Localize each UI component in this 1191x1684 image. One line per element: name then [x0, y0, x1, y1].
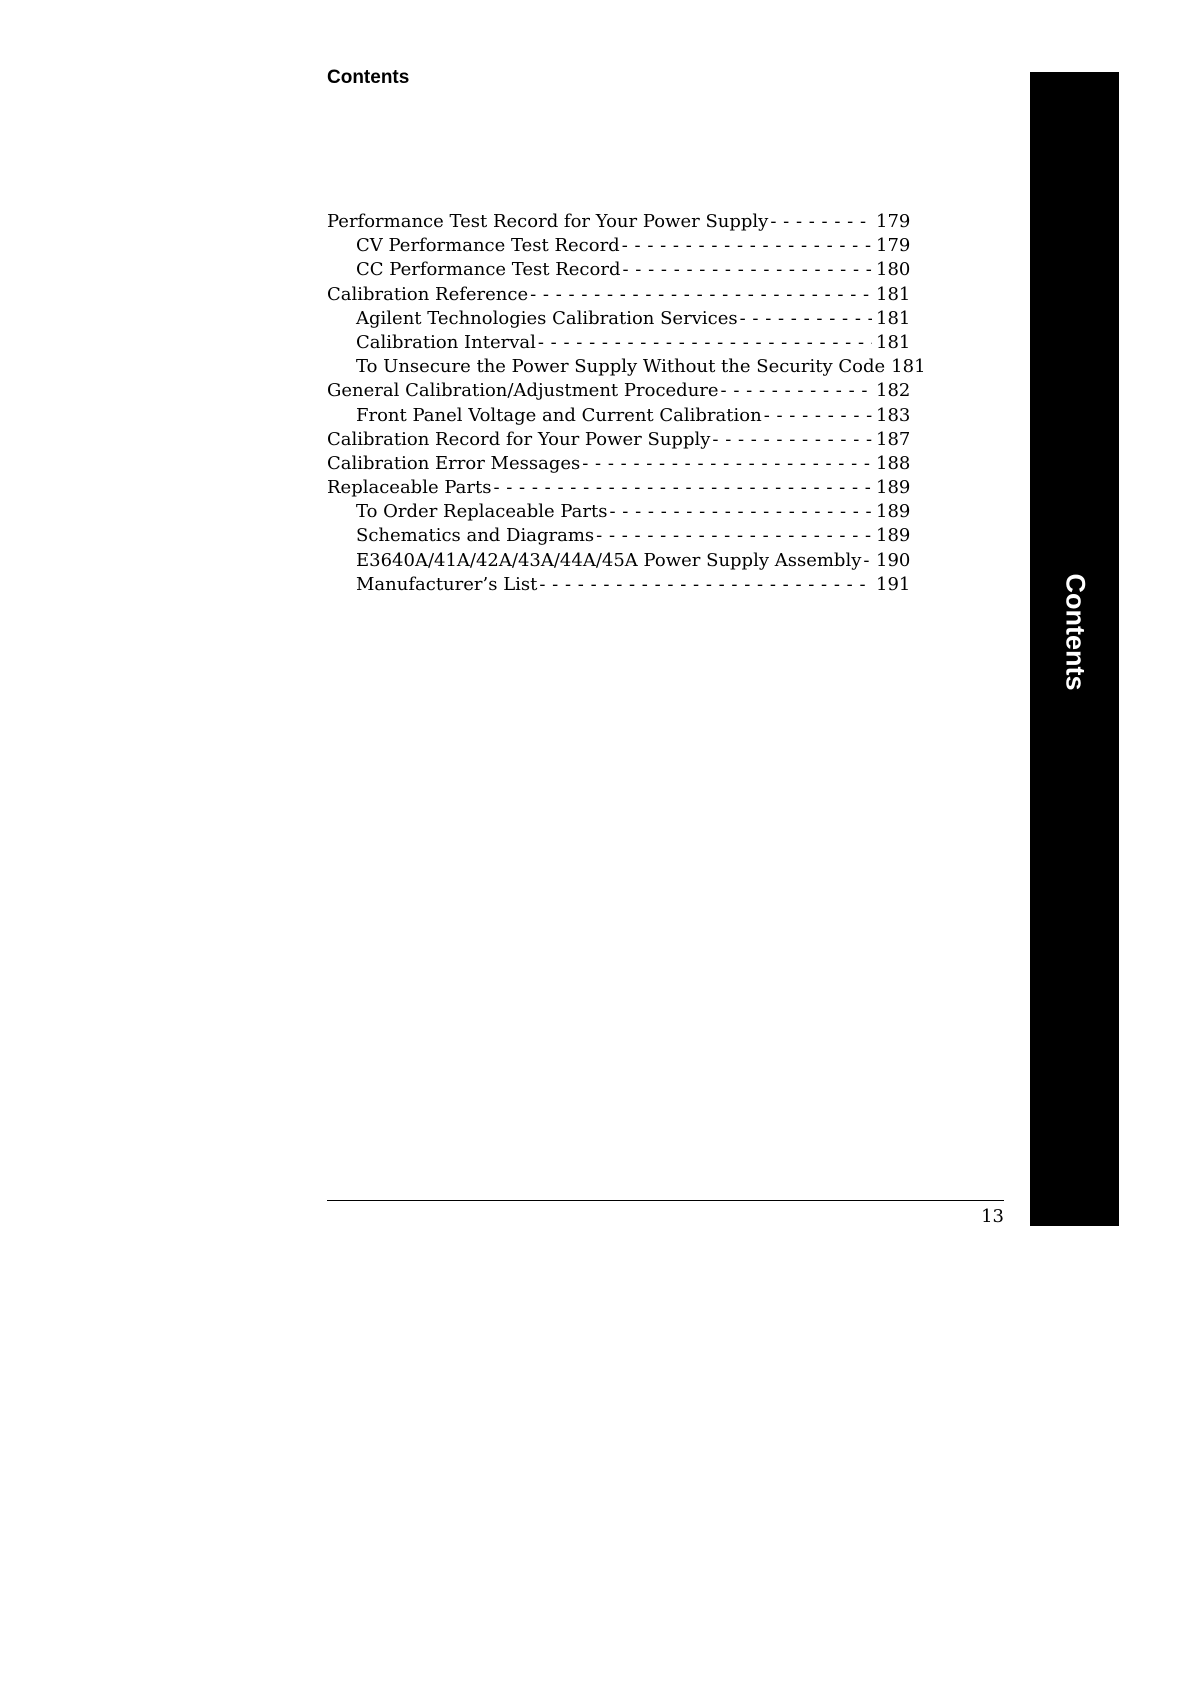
toc-entry-page: 188	[876, 452, 911, 474]
toc-entry-title: To Order Replaceable Parts	[356, 501, 608, 523]
toc-entry-page: 189	[876, 477, 911, 499]
toc-entry-page: 183	[876, 404, 911, 426]
toc-entry[interactable]	[327, 452, 911, 476]
toc-entry[interactable]	[327, 549, 911, 573]
toc-entry-page: 190	[876, 549, 911, 571]
toc-entry-title: Manufacturer’s List	[356, 573, 538, 595]
toc-entry[interactable]	[327, 234, 911, 258]
toc-entry-page: 181	[876, 283, 911, 305]
toc-leader	[622, 258, 872, 282]
toc-entry-title: CC Performance Test Record	[356, 259, 621, 281]
toc-entry-title: Replaceable Parts	[327, 477, 492, 499]
toc-entry-page: 180	[876, 259, 911, 281]
toc-entry-title: Calibration Interval	[356, 331, 536, 353]
toc-entry[interactable]	[327, 355, 926, 379]
toc-entry[interactable]	[327, 524, 911, 548]
toc-leader	[740, 307, 872, 331]
toc-entry-title: To Unsecure the Power Supply Without the Security Code	[356, 356, 886, 378]
toc-entry-page: 181	[891, 356, 926, 378]
toc-leader	[764, 404, 872, 428]
toc-leader	[582, 452, 872, 476]
toc-entry-title: Performance Test Record for Your Power Supply	[327, 211, 769, 232]
toc-entry-title: Calibration Record for Your Power Supply	[327, 428, 711, 450]
toc-entry-title: General Calibration/Adjustment Procedure	[327, 380, 719, 402]
toc-leader	[530, 283, 872, 307]
toc-leader	[622, 234, 872, 258]
toc-entry[interactable]	[327, 404, 911, 428]
toc-leader	[863, 549, 872, 573]
toc-entry[interactable]	[327, 210, 911, 234]
page-number: 13	[981, 1206, 1004, 1227]
toc-entry-page: 179	[876, 235, 911, 257]
toc-entry-title: Calibration Error Messages	[327, 452, 581, 474]
toc-leader	[721, 379, 872, 403]
toc-entry-page: 191	[876, 573, 911, 595]
toc-entry[interactable]	[327, 258, 911, 282]
side-tab	[1030, 72, 1119, 1226]
toc-leader	[538, 331, 872, 355]
toc-entry[interactable]	[327, 283, 911, 307]
toc-entry[interactable]	[327, 428, 911, 452]
table-of-contents	[327, 210, 926, 597]
footer-rule	[327, 1200, 1004, 1201]
toc-entry[interactable]	[327, 573, 911, 597]
toc-entry-page: 181	[876, 307, 911, 329]
toc-entry-title: Calibration Reference	[327, 283, 529, 305]
side-tab-label: Contents	[1060, 573, 1090, 691]
toc-entry-page: 189	[876, 525, 911, 547]
toc-entry-page: 189	[876, 501, 911, 523]
toc-leader	[539, 573, 872, 597]
toc-entry-title: Agilent Technologies Calibration Services	[356, 307, 738, 329]
page-header-title: Contents	[327, 67, 410, 88]
toc-entry-title: CV Performance Test Record	[356, 235, 620, 257]
toc-entry[interactable]	[327, 379, 911, 403]
toc-leader	[596, 524, 872, 548]
toc-entry-page: 187	[876, 428, 911, 450]
toc-leader	[609, 500, 872, 524]
toc-entry-page: 179	[876, 211, 911, 232]
toc-entry-title: E3640A/41A/42A/43A/44A/45A Power Supply Assembly	[356, 549, 862, 571]
toc-entry-title: Schematics and Diagrams	[356, 525, 595, 547]
toc-leader	[770, 210, 872, 234]
toc-entry-page: 182	[876, 380, 911, 402]
toc-entry-page: 181	[876, 331, 911, 353]
toc-entry[interactable]	[327, 500, 911, 524]
toc-entry[interactable]	[327, 476, 911, 500]
toc-leader	[712, 428, 872, 452]
toc-leader	[493, 476, 872, 500]
toc-entry-title: Front Panel Voltage and Current Calibration	[356, 404, 762, 426]
toc-entry[interactable]	[327, 307, 911, 331]
toc-entry[interactable]	[327, 331, 911, 355]
